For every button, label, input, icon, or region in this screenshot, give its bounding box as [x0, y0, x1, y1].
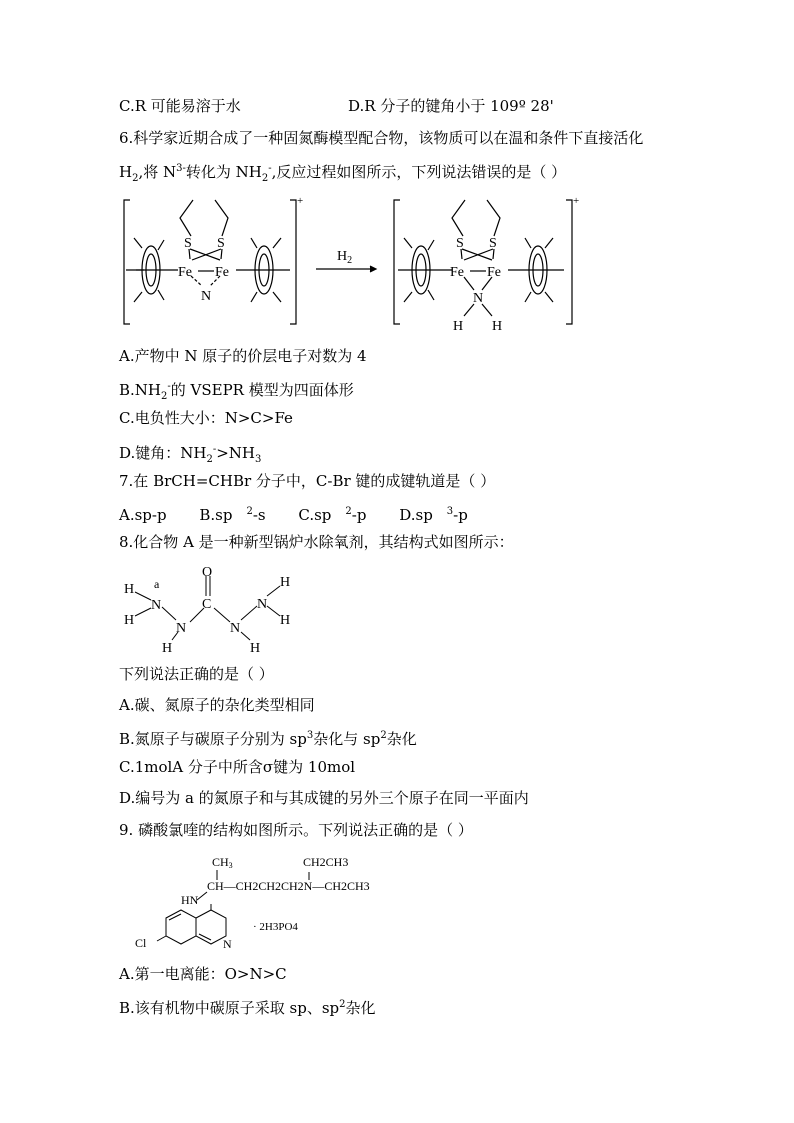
- q8-h1: H: [124, 582, 135, 597]
- product-fe2: Fe: [487, 265, 501, 280]
- q8-h2: H: [124, 613, 135, 628]
- q9-structure-figure: [125, 852, 395, 956]
- q7-option-a: A.sp-p: [119, 506, 167, 524]
- q9-stem: 9. 磷酸氯喹的结构如图所示。下列说法正确的是（ ）: [119, 821, 473, 839]
- q9-salt: · 2H3PO4: [253, 921, 298, 933]
- q6-option-c: C.电负性大小：N>C>Fe: [119, 409, 293, 427]
- product-left-bracket: [394, 200, 400, 324]
- product-s1: S: [456, 236, 464, 251]
- reactant-right-bracket: [290, 200, 296, 324]
- q8-c: C: [202, 597, 212, 612]
- product-n: N: [473, 291, 484, 306]
- q6-reaction-figure: [118, 192, 588, 337]
- reactant-right-cp-ring: [236, 238, 290, 302]
- q9-option-a: A.第一电离能：O>N>C: [119, 965, 287, 983]
- q9-n-ring: N: [223, 937, 232, 951]
- q8-n3: N: [230, 621, 241, 636]
- product-h2: H: [492, 319, 503, 334]
- product-left-cp-ring: [398, 238, 452, 302]
- q7-option-c: C.sp $^2$-p: [298, 506, 367, 524]
- product-chain-left: [452, 200, 465, 236]
- q8-n4: N: [257, 597, 268, 612]
- q7-option-b: B.sp $^2$-s: [199, 506, 266, 524]
- q8-h5: H: [280, 575, 291, 590]
- q9-chain: CH—CH2CH2CH2N—CH2CH3: [207, 879, 370, 893]
- reactant-fe1: Fe: [178, 265, 192, 280]
- q8-n-a: N: [151, 598, 162, 613]
- q8-structure-figure: [120, 562, 310, 656]
- q8-label-a: a: [154, 577, 160, 591]
- reactant-left-bracket: [124, 200, 130, 324]
- q8-o: O: [202, 565, 213, 580]
- q8-h3: H: [162, 641, 173, 656]
- product-fe1: Fe: [450, 265, 464, 280]
- q8-h6: H: [280, 613, 291, 628]
- reactant-chain-right: [215, 200, 228, 236]
- reactant-n: N: [201, 289, 212, 304]
- reagent-h2: $H_2$: [337, 249, 353, 266]
- q8-option-d: D.编号为 a 的氮原子和与其成键的另外三个原子在同一平面内: [119, 789, 529, 807]
- q9-ch2ch3-top: CH2CH3: [303, 855, 349, 869]
- q6-option-d: D.键角：$NH_2^->NH_3$: [119, 444, 262, 465]
- reactant-s2: S: [217, 236, 225, 251]
- q8-n2: N: [176, 621, 187, 636]
- q9-cl: Cl: [135, 936, 147, 950]
- reactant-chain-left: [180, 200, 193, 236]
- q8-h4: H: [250, 641, 261, 656]
- product-right-bracket: [566, 200, 572, 324]
- q9-option-b: B.该有机物中碳原子采取 sp、$sp^2$杂化: [119, 999, 376, 1017]
- q9-ring-right: [196, 910, 226, 944]
- q7-options: [119, 502, 496, 525]
- q6-stem-line1: 6.科学家近期合成了一种固氮酶模型配合物，该物质可以在温和条件下直接活化: [119, 129, 644, 147]
- q6-stem-line2: $H_2$,将 $N^{3-}$转化为 $NH_2^-$,反应过程如图所示，下列说法错误的是（ ）: [119, 163, 567, 184]
- q8-question: 下列说法正确的是（ ）: [119, 665, 274, 683]
- reactant-charge: +: [297, 195, 304, 207]
- reactant-left-cp-ring: [126, 238, 178, 302]
- q9-ch3: CH3: [212, 855, 233, 870]
- q5-option-c: C.R 可能易溶于水: [119, 97, 241, 115]
- q7-stem: 7.在 BrCH=CHBr 分子中，C-Br 键的成键轨道是（ ）: [119, 472, 496, 490]
- q5-option-d: D.R 分子的键角小于 109º 28': [348, 97, 554, 115]
- q9-hn: HN: [181, 893, 199, 907]
- q8-option-a: A.碳、氮原子的杂化类型相同: [119, 696, 315, 714]
- reactant-fe2: Fe: [215, 265, 229, 280]
- product-h1: H: [453, 319, 464, 334]
- reactant-s1: S: [184, 236, 192, 251]
- q7-option-d: D.sp $^3$-p: [399, 506, 468, 524]
- product-s2: S: [489, 236, 497, 251]
- q8-stem: 8.化合物 A 是一种新型锅炉水除氧剂，其结构式如图所示：: [119, 533, 514, 551]
- q8-option-b: B.氮原子与碳原子分别为 $sp^3$杂化与 $sp^2$杂化: [119, 730, 417, 748]
- q8-option-c: C.1molA 分子中所含σ键为 10mol: [119, 758, 356, 776]
- q9-ring-left: [166, 910, 196, 944]
- q6-option-a: A.产物中 N 原子的价层电子对数为 4: [119, 347, 367, 365]
- q6-option-b: $B.NH_2^-$的 VSEPR 模型为四面体形: [119, 381, 354, 402]
- product-charge: +: [573, 195, 580, 207]
- product-right-cp-ring: [508, 238, 564, 302]
